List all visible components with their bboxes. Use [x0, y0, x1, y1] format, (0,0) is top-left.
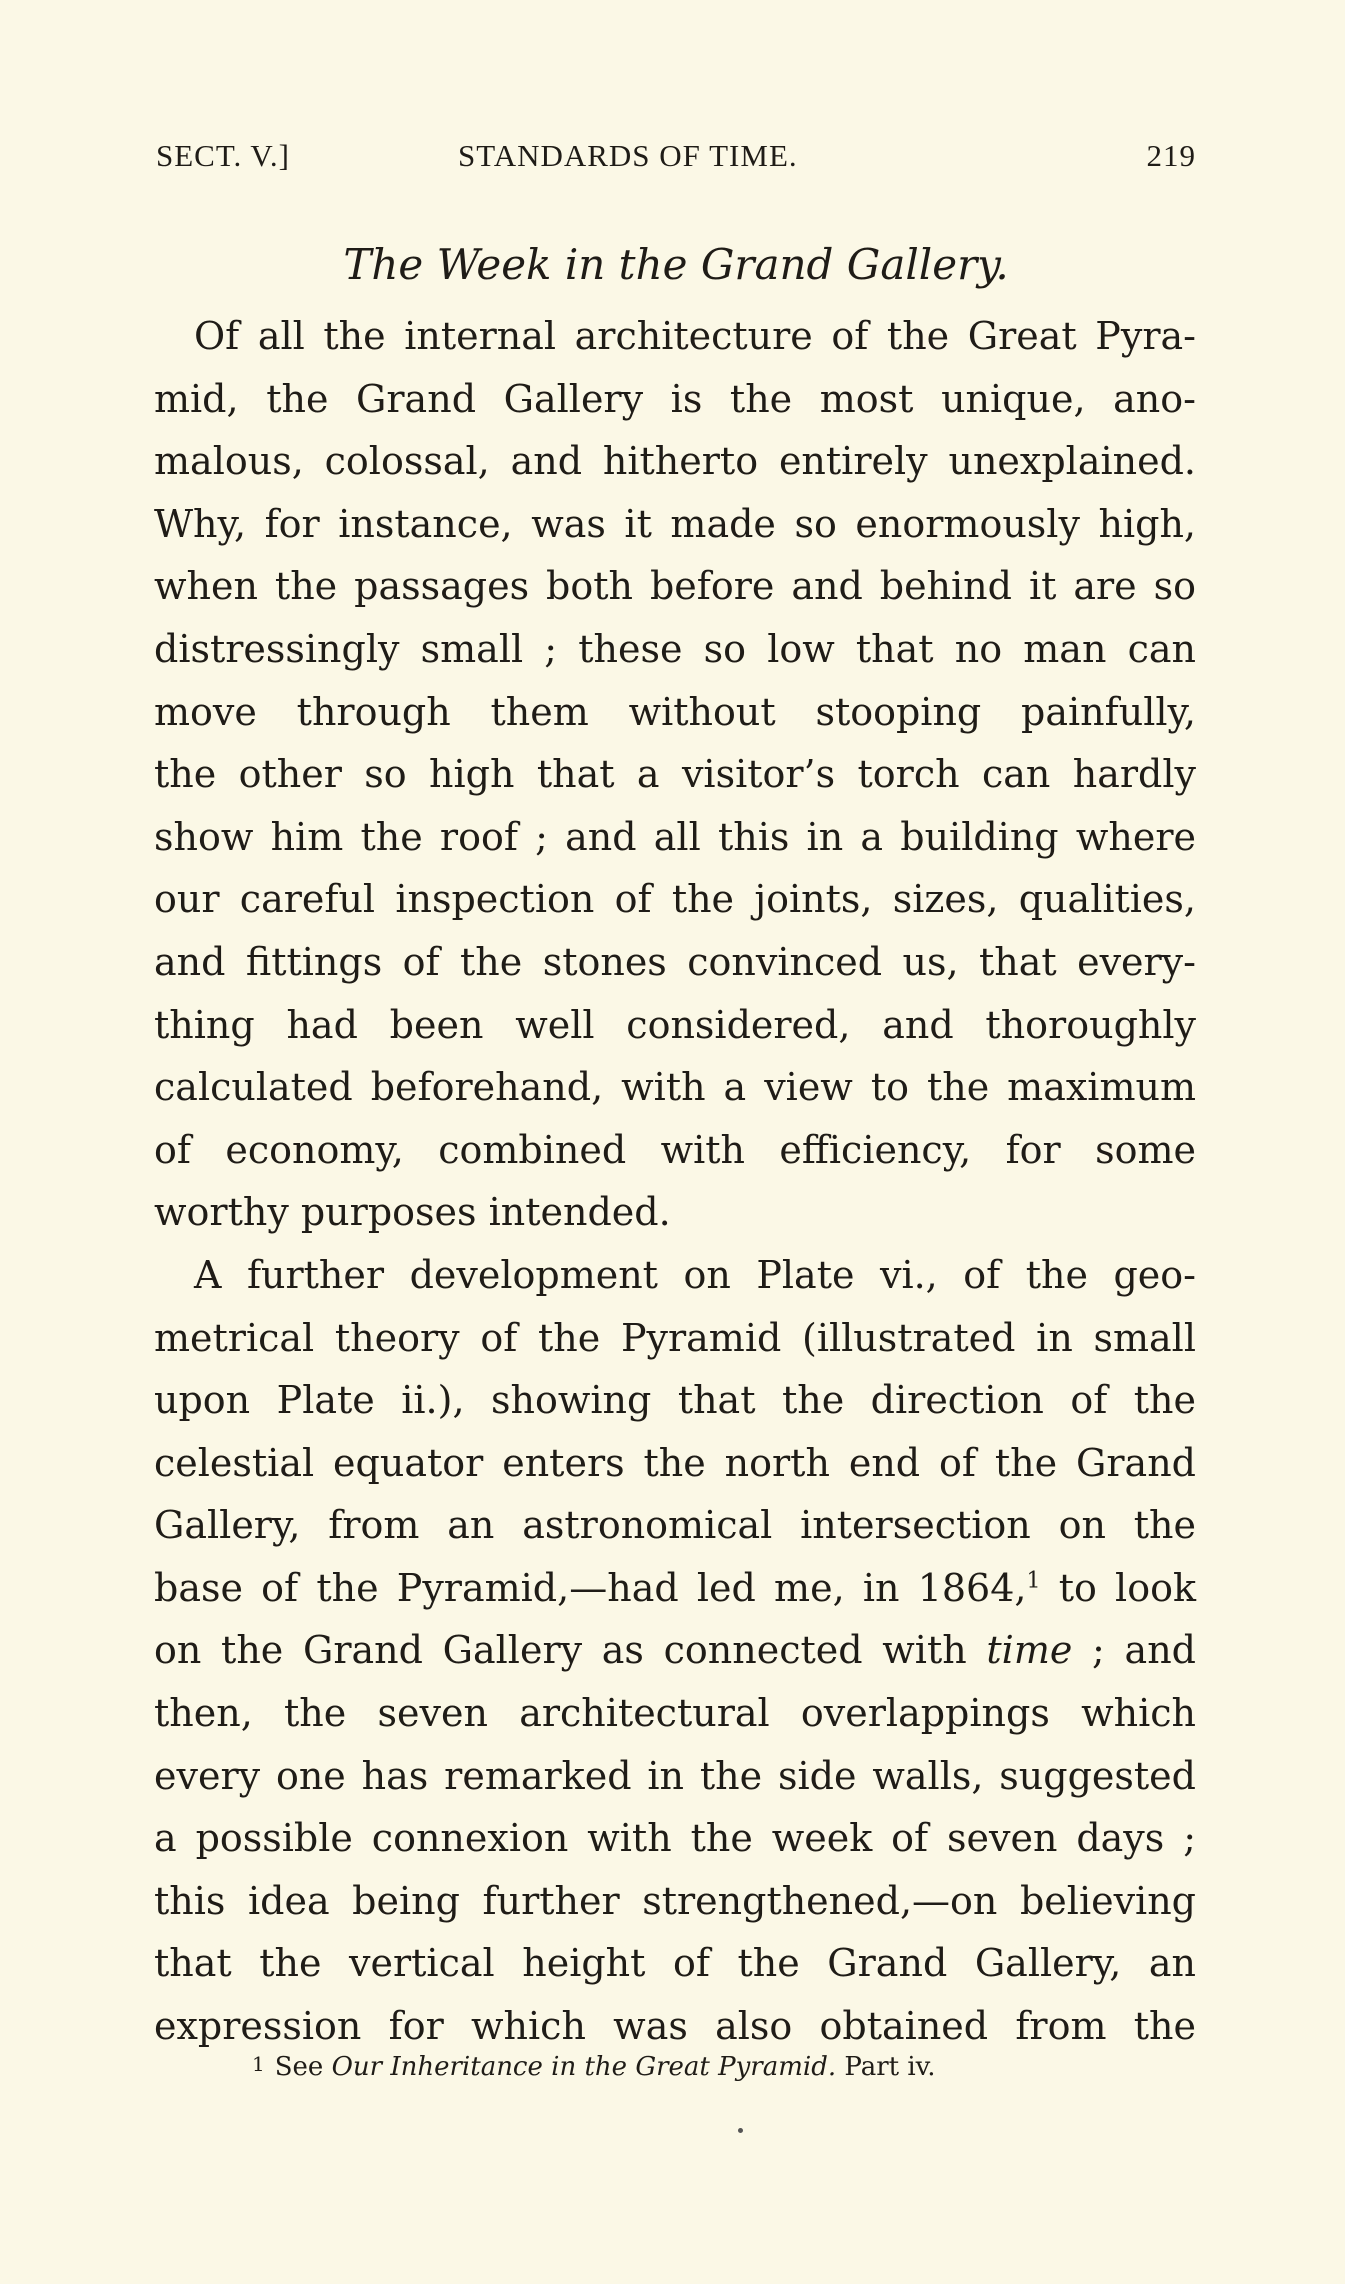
footnote-part: Part iv. — [836, 2052, 936, 2082]
section-label: SECT. V.] — [156, 138, 290, 173]
footnote — [252, 2052, 1112, 2082]
text-line: calculated beforehand, with a view to the maximum — [154, 1065, 1196, 1110]
text-line: show him the roof ; and all this in a building where — [154, 814, 1196, 859]
ink-speck — [738, 2128, 743, 2133]
text-line: worthy purposes intended. — [154, 1190, 671, 1235]
footnote-mark: 1 — [252, 2052, 265, 2076]
text-segment: base of the Pyramid,—had led me, in 1864, — [154, 1565, 1027, 1610]
text-segment: to look — [1040, 1565, 1196, 1610]
text-line-with-footnote-ref — [154, 1557, 1196, 1620]
text-line: expression for which was also obtained from the — [154, 2004, 1196, 2049]
text-line: move through them without stooping painfully, — [154, 689, 1196, 734]
text-line: every one has remarked in the side walls, suggested — [154, 1753, 1196, 1798]
text-line: distressingly small ; these so low that no man can — [154, 626, 1196, 671]
text-segment: on the Grand Gallery as connected with — [154, 1628, 987, 1673]
text-line: a possible connexion with the week of seven days ; — [154, 1816, 1196, 1861]
text-line: celestial equator enters the north end of the Grand — [154, 1440, 1196, 1485]
page-number: 219 — [1146, 138, 1196, 173]
footnote-ref: 1 — [1026, 1568, 1041, 1594]
text-line: Why, for instance, was it made so enormously high, — [154, 501, 1196, 546]
text-line: Of all the internal architecture of the Great Pyra- — [194, 314, 1196, 358]
section-heading: The Week in the Grand Gallery. — [343, 240, 1009, 289]
running-title: STANDARDS OF TIME. — [458, 138, 798, 173]
emphasis-time: time — [986, 1628, 1073, 1673]
text-line: malous, colossal, and hitherto entirely unexplained. — [154, 439, 1196, 484]
text-line: that the vertical height of the Grand Gallery, an — [154, 1941, 1196, 1986]
text-line-with-emphasis — [154, 1619, 1196, 1682]
text-line: A further development on Plate vi., of the geo- — [194, 1252, 1196, 1297]
text-line: and fittings of the stones convinced us, that every- — [154, 939, 1196, 984]
text-segment: ; and — [1072, 1628, 1197, 1673]
text-line: this idea being further strengthened,—on believing — [154, 1878, 1196, 1923]
running-head — [156, 138, 1196, 180]
text-line: the other so high that a visitor’s torch can hardly — [154, 752, 1196, 797]
text-line: then, the seven architectural overlappings which — [154, 1691, 1196, 1736]
footnote-text: See — [274, 2052, 332, 2082]
text-line: Gallery, from an astronomical intersection on the — [154, 1503, 1196, 1548]
text-line: our careful inspection of the joints, sizes, qualities, — [154, 877, 1196, 922]
text-line: of economy, combined with efficiency, for some — [154, 1127, 1196, 1172]
text-line: thing had been well considered, and thoroughly — [154, 1002, 1196, 1047]
body-text — [154, 305, 1196, 2058]
text-line: upon Plate ii.), showing that the direction of the — [154, 1378, 1196, 1423]
text-line: metrical theory of the Pyramid (illustrated in small — [154, 1315, 1196, 1360]
text-line: mid, the Grand Gallery is the most unique, ano- — [154, 376, 1196, 421]
footnote-book-title: Our Inheritance in the Great Pyramid. — [331, 2052, 837, 2082]
text-line: when the passages both before and behind it are so — [154, 564, 1196, 609]
